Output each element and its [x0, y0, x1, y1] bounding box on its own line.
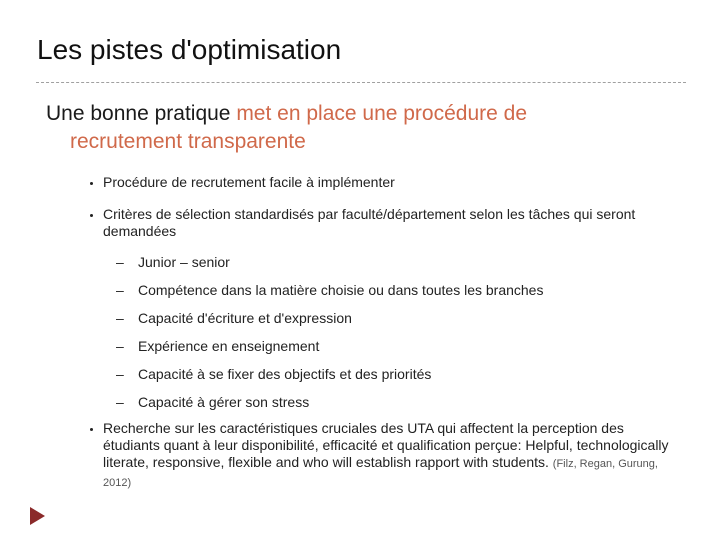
bullet-dot — [88, 178, 98, 188]
lead-accent-1: met en place une procédure de — [236, 102, 528, 125]
sub-bullet-5: Capacité à se fixer des objectifs et des priorités — [138, 366, 432, 382]
lead-prefix: Une bonne pratique — [46, 102, 237, 125]
sub-bullet-3: Capacité d'écriture et d'expression — [138, 310, 352, 326]
sub-bullet-dash: – — [116, 338, 124, 354]
bullet-1: Procédure de recrutement facile à implémenter — [103, 174, 395, 190]
play-triangle-icon — [30, 507, 45, 525]
sub-bullet-dash: – — [116, 254, 124, 270]
lead-line-1 — [46, 100, 686, 128]
citation: (Filz, Regan, Gurung, 2012) — [103, 458, 658, 489]
lead-accent-2: recrutement transparente — [70, 130, 306, 153]
sub-bullet-dash: – — [116, 282, 124, 298]
sub-bullet-4: Expérience en enseignement — [138, 338, 320, 354]
sub-bullet-6: Capacité à gérer son stress — [138, 394, 310, 410]
bullet-3 — [103, 420, 678, 492]
slide-title: Les pistes d'optimisation — [37, 34, 342, 65]
sub-bullet-dash: – — [116, 310, 124, 326]
sub-bullet-dash: – — [116, 394, 124, 410]
bullet-dot — [88, 210, 98, 220]
title-divider — [36, 82, 686, 83]
sub-bullet-1: Junior – senior — [138, 254, 230, 270]
lead-statement — [46, 100, 686, 156]
bullet-2: Critères de sélection standardisés par faculté/département selon les tâches qui seront demandées — [103, 206, 636, 239]
bullet-dot — [88, 424, 98, 434]
sub-bullet-dash: – — [116, 366, 124, 382]
sub-bullet-2: Compétence dans la matière choisie ou dans toutes les branches — [138, 282, 544, 298]
bullet-3-text: Recherche sur les caractéristiques cruciales des UTA qui affectent la perception des étudiants quant à leur disponibilité, efficacité et qualification perçue: Helpful, technologically literate, responsive, flexible and who will establish rapport with students. — [103, 420, 669, 470]
